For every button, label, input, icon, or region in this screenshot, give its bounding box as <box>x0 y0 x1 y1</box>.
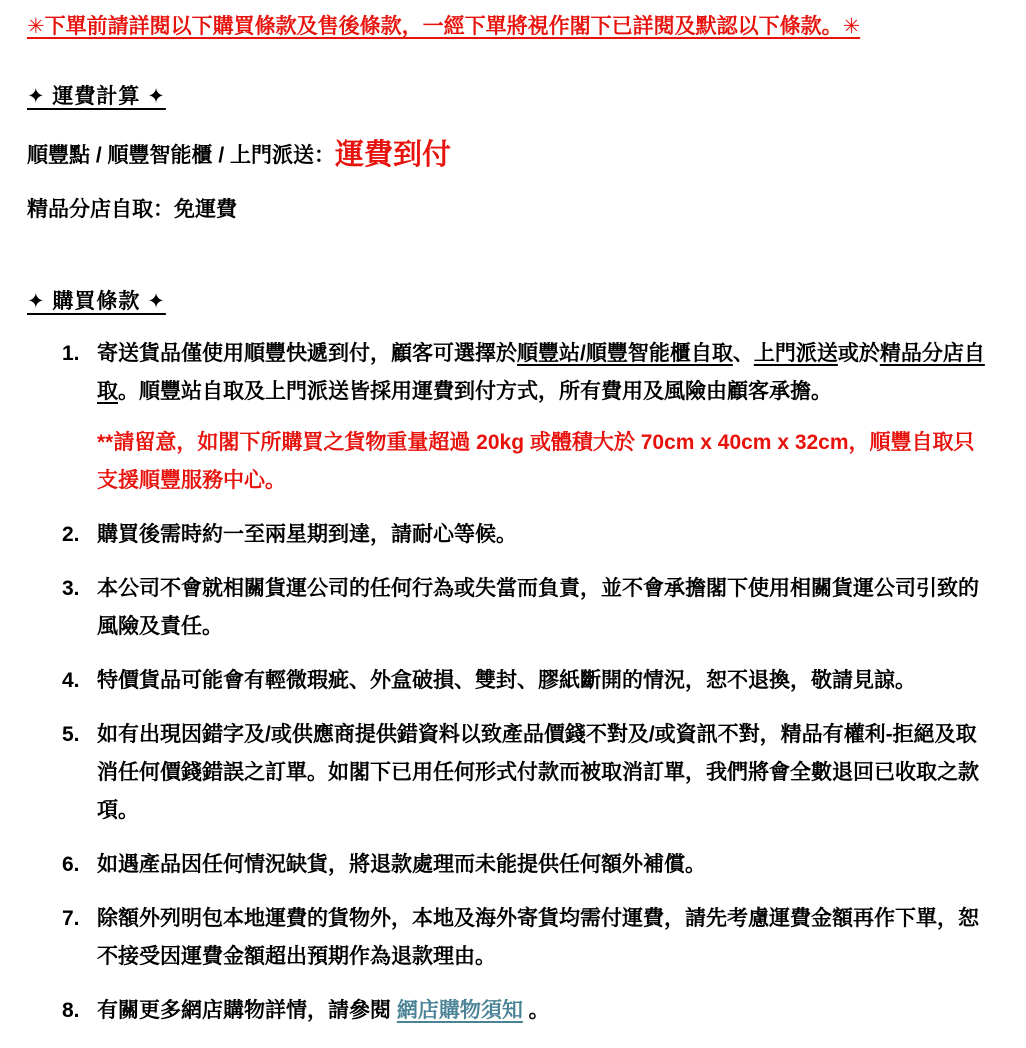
term-text: 、 <box>732 342 754 365</box>
term-number: 7. <box>62 907 80 930</box>
term-text: 特價貨品可能會有輕微瑕疵、外盒破損、雙封、膠紙斷開的情況，恕不退換，敬請見諒。 <box>97 669 916 692</box>
term-text: 除額外列明包本地運費的貨物外，本地及海外寄貨均需付運費，請先考慮運費金額再作下單，恕不接受因運費金額超出預期作為退款理由。 <box>97 907 979 968</box>
term-item-1 <box>62 335 986 500</box>
term-number: 3. <box>62 577 80 600</box>
term-underlined-store-pickup: 精品分店自取 <box>97 342 985 403</box>
term-number: 6. <box>62 853 80 876</box>
term-item-2 <box>62 516 986 554</box>
term-text: 寄送貨品僅使用順豐快遞到付，顧客可選擇於 <box>97 342 517 365</box>
term-underlined-door-delivery: 上門派送 <box>753 342 838 365</box>
term-item-6 <box>62 846 986 884</box>
store-guide-link[interactable]: 網店購物須知 <box>396 999 523 1022</box>
store-pickup-line: 精品分店自取：免運費 <box>27 198 237 221</box>
term-text: 。 <box>522 999 550 1022</box>
term-number: 2. <box>62 523 80 546</box>
terms-section-heading: ✦ 購買條款 ✦ <box>27 290 166 313</box>
term-item-8 <box>62 992 986 1030</box>
term-text: 購買後需時約一至兩星期到達，請耐心等候。 <box>97 523 517 546</box>
overweight-note: **請留意，如閣下所購買之貨物重量超過 20kg 或體積大於 70cm x 40cm x 32cm，順豐自取只支援順豐服務中心。 <box>97 431 975 492</box>
term-item-4 <box>62 662 986 700</box>
term-underlined-sf-station: 順豐站/順豐智能櫃自取 <box>517 342 733 365</box>
shipping-methods-label: 順豐點 / 順豐智能櫃 / 上門派送： <box>27 144 336 167</box>
shipping-section-heading: ✦ 運費計算 ✦ <box>27 85 166 108</box>
terms-list <box>27 335 988 1030</box>
term-number: 8. <box>62 999 80 1022</box>
term-number: 1. <box>62 342 80 365</box>
term-number: 5. <box>62 723 80 746</box>
term-text: 。順豐站自取及上門派送皆採用運費到付方式，所有費用及風險由顧客承擔。 <box>118 380 832 403</box>
term-item-3 <box>62 570 986 646</box>
notice-banner: ✳下單前請詳閱以下購買條款及售後條款，一經下單將視作閣下已詳閱及默認以下條款。✳ <box>27 15 861 38</box>
shipping-methods-line <box>27 139 988 172</box>
term-text: 或於 <box>837 342 880 365</box>
term-item-7 <box>62 900 986 976</box>
shipping-fee-value: 運費到付 <box>335 139 452 171</box>
term-text: 有關更多網店購物詳情，請參閱 <box>97 999 397 1022</box>
term-text: 如遇產品因任何情況缺貨，將退款處理而未能提供任何額外補償。 <box>97 853 706 876</box>
term-number: 4. <box>62 669 80 692</box>
term-text: 如有出現因錯字及/或供應商提供錯資料以致產品價錢不對及/或資訊不對，精品有權利-拒絕及取消任何價錢錯誤之訂單。如閣下已用任何形式付款而被取消訂單，我們將會全數退回已收取之款項。 <box>97 723 979 822</box>
term-item-5 <box>62 716 986 830</box>
term-text: 本公司不會就相關貨運公司的任何行為或失當而負責，並不會承擔閣下使用相關貨運公司引致的風險及責任。 <box>97 577 979 638</box>
